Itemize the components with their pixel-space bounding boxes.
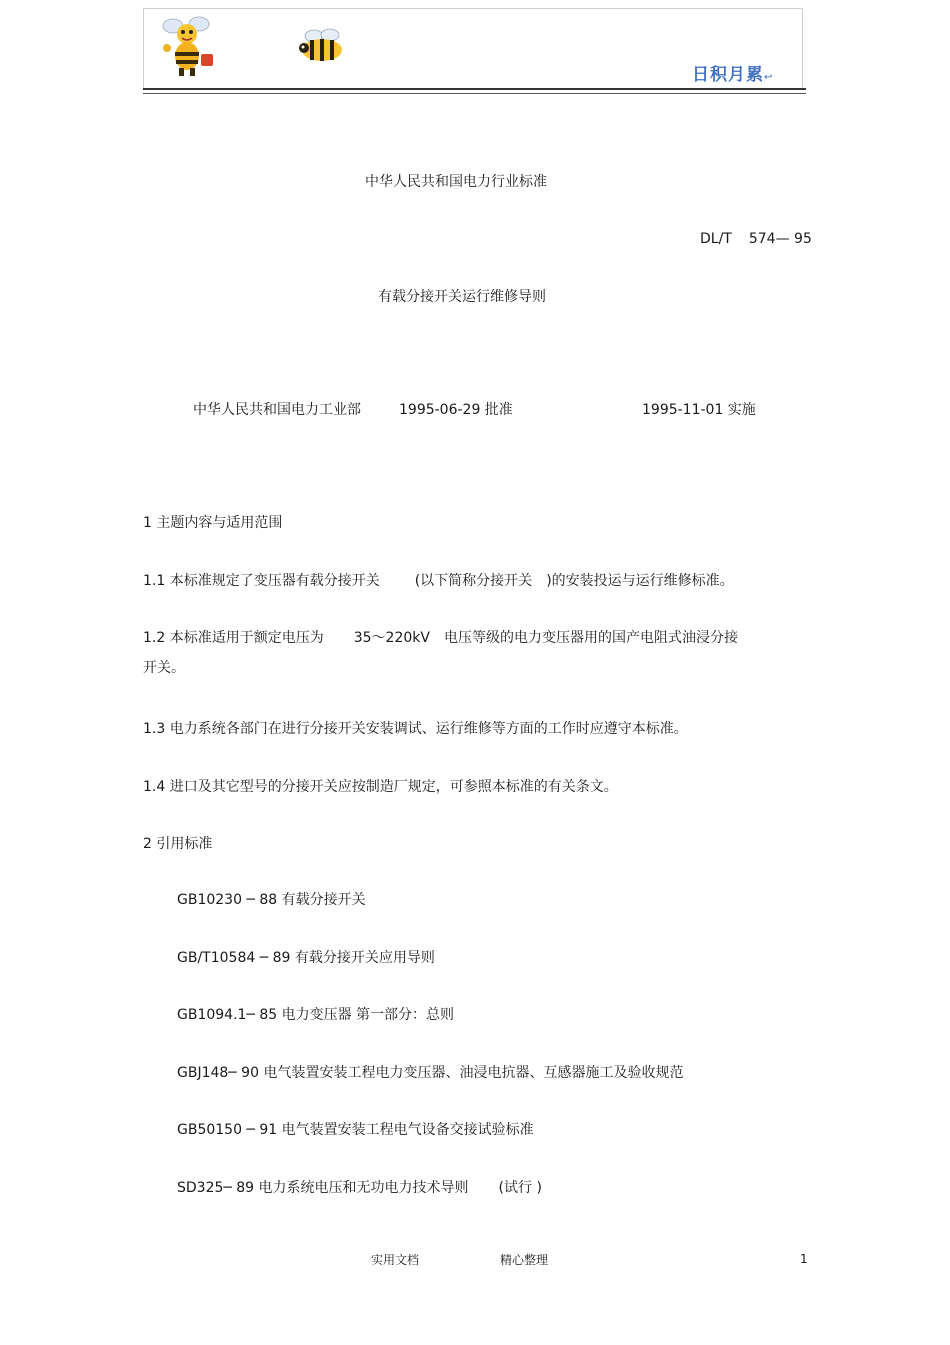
clause-1-2-part-b: 35～220kV: [353, 630, 430, 646]
code-number: 574— 95: [748, 231, 812, 247]
bee-small-icon: [296, 26, 348, 66]
clause-1-2: [143, 627, 738, 647]
section-1-heading: 1 主题内容与适用范围: [143, 515, 283, 531]
footer-middle: 精心整理: [500, 1253, 549, 1267]
reference-item: GB50150 ─ 91 电气装置安装工程电气设备交接试验标准: [177, 1122, 534, 1138]
approval-date: 1995-06-29 批准: [399, 402, 513, 418]
agency-title: 中华人民共和国电力行业标准: [365, 174, 547, 190]
brand-text: 日积月累: [692, 65, 764, 85]
clause-1-1: [143, 570, 734, 590]
clause-1-2-part-c: 电压等级的电力变压器用的国产电阻式油浸分接: [443, 630, 738, 646]
header-rule-thin: [143, 93, 806, 94]
reference-item-text: SD325─ 89 电力系统电压和无功电力技术导则: [177, 1180, 469, 1196]
reference-item-note: (试行 ): [498, 1180, 542, 1196]
reference-item: GB/T10584 ─ 89 有载分接开关应用导则: [177, 950, 435, 966]
effective-date: 1995-11-01 实施: [642, 402, 756, 418]
reference-item: GB1094.1─ 85 电力变压器 第一部分：总则: [177, 1007, 455, 1023]
return-mark-icon: ↩: [764, 72, 774, 83]
clause-1-1-part-b: (以下简称分接开关: [414, 573, 533, 589]
document-title: 有载分接开关运行维修导则: [378, 289, 546, 305]
page-number: 1: [800, 1252, 808, 1266]
clause-1-1-part-a: 1.1 本标准规定了变压器有载分接开关: [143, 573, 380, 589]
clause-1-2-part-a: 1.2 本标准适用于额定电压为: [143, 630, 324, 646]
section-2-heading: 2 引用标准: [143, 836, 213, 852]
reference-item: GBJ148─ 90 电气装置安装工程电力变压器、油浸电抗器、互感器施工及验收规范: [177, 1065, 684, 1081]
clause-1-1-part-c: )的安装投运与运行维修标准。: [546, 573, 734, 589]
code-prefix: DL/T: [700, 231, 732, 247]
brand-logo-text: [692, 60, 773, 85]
reference-item: [177, 1177, 542, 1197]
clause-1-3: 1.3 电力系统各部门在进行分接开关安装调试、运行维修等方面的工作时应遵守本标准。: [143, 721, 688, 737]
footer-left: 实用文档: [371, 1253, 420, 1267]
bee-mascot-icon: [155, 12, 225, 78]
issuer: 中华人民共和国电力工业部: [193, 402, 361, 418]
clause-1-2-continued: 开关。: [143, 660, 185, 676]
standard-code: [700, 231, 812, 247]
header-rule-thick: [143, 88, 806, 90]
clause-1-4: 1.4 进口及其它型号的分接开关应按制造厂规定，可参照本标准的有关条文。: [143, 779, 618, 795]
reference-item: GB10230 ─ 88 有载分接开关: [177, 892, 366, 908]
